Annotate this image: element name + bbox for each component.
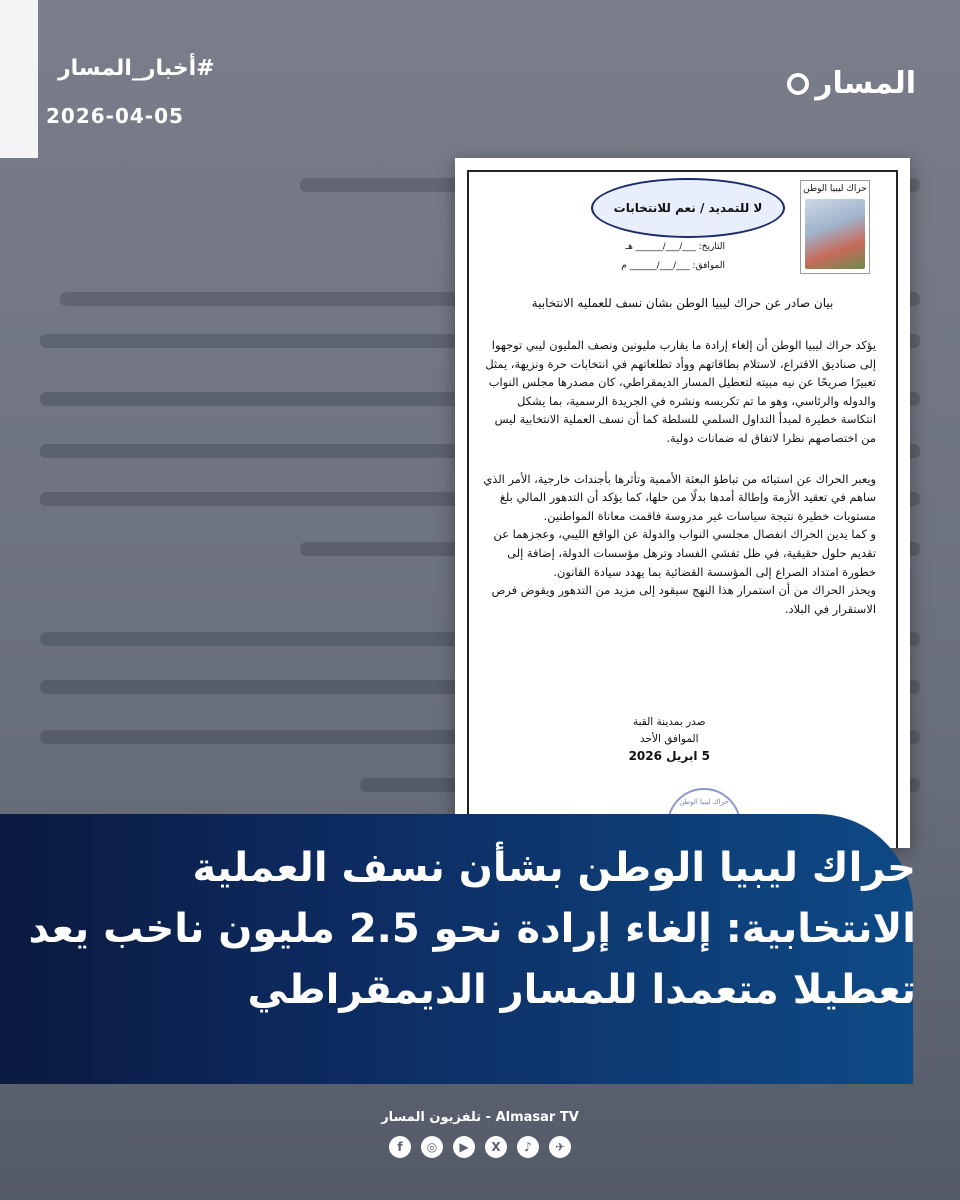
brand-logo bbox=[787, 66, 916, 101]
youtube-icon[interactable]: ▶ bbox=[453, 1136, 475, 1158]
logo-mark-icon bbox=[787, 73, 809, 95]
org-logo-box bbox=[800, 180, 870, 274]
slogan-oval bbox=[591, 178, 785, 238]
slogan-text: لا للتمديد / نعم للانتخابات bbox=[613, 201, 763, 215]
logo-text: المسار bbox=[815, 66, 916, 101]
x-icon[interactable]: X bbox=[485, 1136, 507, 1158]
telegram-icon[interactable]: ✈ bbox=[549, 1136, 571, 1158]
footer-brand: تلفزيون المسار - Almasar TV bbox=[381, 1110, 579, 1125]
paragraph-3: و كما يدين الحراك انفصال مجلسي النواب والدولة عن الواقع الليبي، وعجزهما عن تقديم حلول حقيقية، في ظل تفشي الفساد وترهل مؤسسات الدولة، إضافة إلى خطورة امتداد الصراع إلى المؤسسة القضائية بما يهدد سيادة القانون. bbox=[493, 527, 876, 579]
headline-text: حراك ليبيا الوطن بشأن نسف العملية الانتخابية: إلغاء إرادة نحو 2.5 مليون ناخب يعد تعطيلا متعمدا للمسار الديمقراطي bbox=[28, 845, 916, 1013]
paragraph-1: يؤكد حراك ليبيا الوطن أن إلغاء إرادة ما يقارب مليونين ونصف المليون ليبي توجهوا إلى صناديق الاقتراع، لاستلام بطاقاتهم ووأد تطلعاتهم في انتخابات حرة ونزيهة، يمثل تعبيرًا صريحًا عن نيه مبيته لتعطيل المسار الديمقراطي، كان مصدرها مجلس النواب والدوله والرئاسي، وهو ما تم تكريسه ونشره في الجريدة الرسمية، بما يشكل انتكاسة خطيرة لمبدأ التداول السلمي للسلطة كما أن نسف العملية الانتخابية ليس من اختصاصهم نظرا لاتفاق له ضمانات دولية. bbox=[485, 338, 876, 445]
instagram-icon[interactable]: ◎ bbox=[421, 1136, 443, 1158]
corner-panel bbox=[0, 0, 38, 158]
post-date: 2026-04-05 bbox=[46, 104, 184, 128]
issued-day: الموافق الأحد bbox=[640, 733, 699, 745]
document-heading: بيان صادر عن حراك ليبيا الوطن بشان نسف للعمليه الانتخابية bbox=[531, 296, 834, 310]
org-name: حراك ليبيا الوطن bbox=[803, 184, 867, 194]
hijri-date-line: التاريخ: ___/___/______ هـ bbox=[625, 242, 725, 252]
document-body bbox=[483, 336, 876, 618]
issued-place: صدر بمدينة القبة bbox=[632, 716, 706, 728]
statement-document bbox=[455, 158, 910, 848]
libya-map-icon bbox=[805, 199, 865, 269]
issued-date: 5 ابريل 2026 bbox=[628, 749, 710, 763]
facebook-icon[interactable]: f bbox=[389, 1136, 411, 1158]
paragraph-2: ويعبر الحراك عن استيائه من تباطؤ البعثة الأممية وتأثرها بأجندات خارجية، الأمر الذي ساهم في تعقيد الأزمة وإطالة أمدها بدلًا من حلها، كما يؤكد أن التدهور المالي بلغ مستويات خطيرة نتيجة سياسات غير مدروسة فاقمت معاناة المواطنين. bbox=[483, 471, 876, 523]
tiktok-icon[interactable]: ♪ bbox=[517, 1136, 539, 1158]
social-icons bbox=[0, 1136, 960, 1158]
signature-block bbox=[629, 714, 710, 765]
hashtag: #أخبار_المسار bbox=[58, 56, 215, 81]
gregorian-date-line: الموافق: ___/___/______ م bbox=[621, 261, 725, 271]
stamp-text: حراك ليبيا الوطن bbox=[679, 798, 729, 806]
date-fields bbox=[525, 238, 725, 276]
paragraph-4: ويحذر الحراك من أن استمرار هذا النهج سيقود إلى مزيد من التدهور ويقوض فرص الاستقرار في البلاد. bbox=[491, 583, 876, 616]
